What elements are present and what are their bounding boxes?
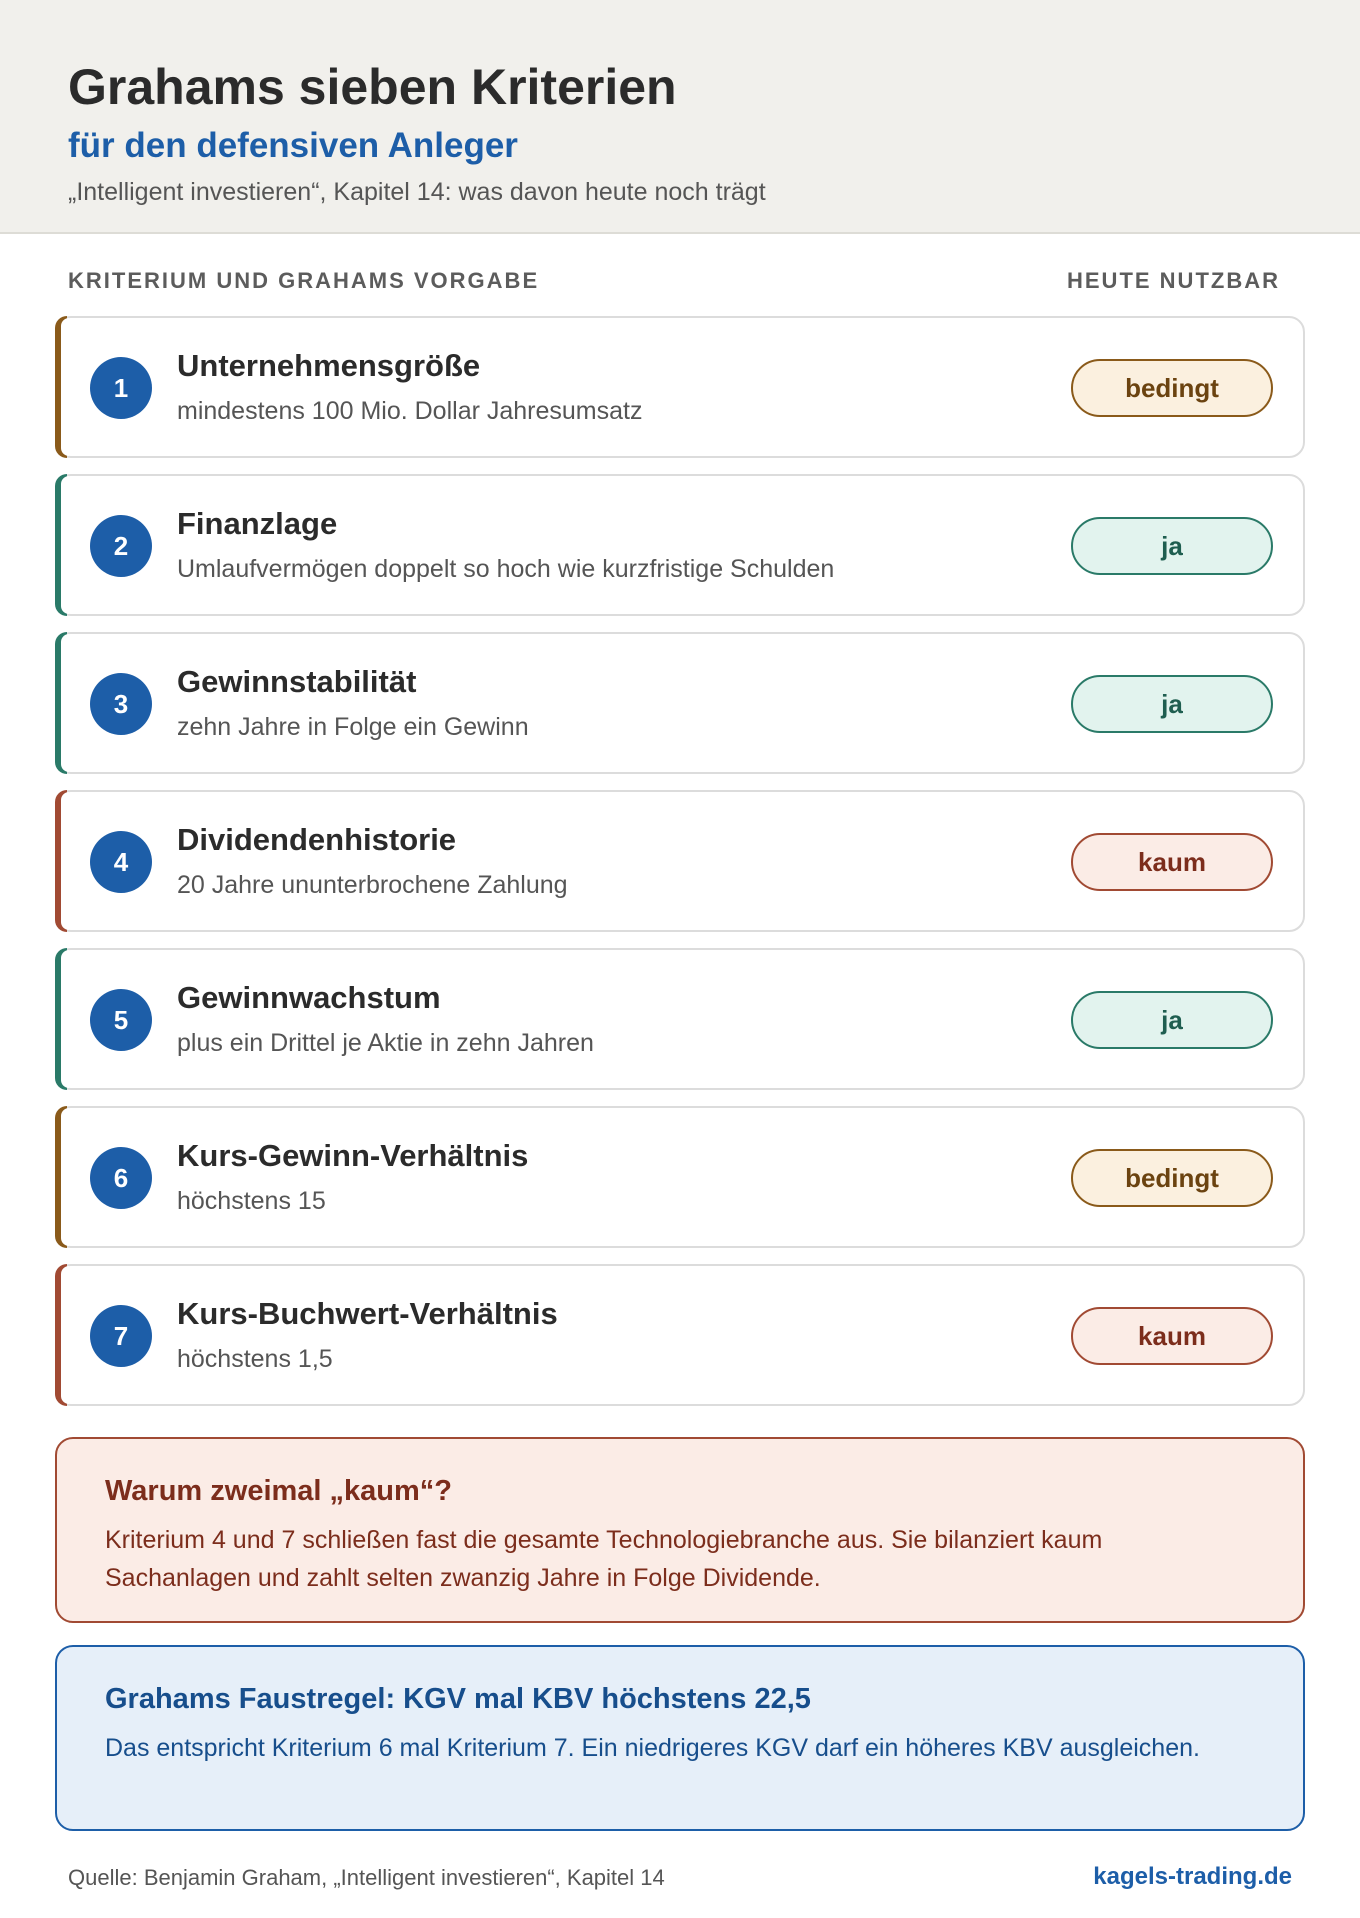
criterion-rule: zehn Jahre in Folge ein Gewinn (177, 713, 529, 741)
status-accent-bar (55, 632, 67, 774)
criterion-card-1 (55, 316, 1305, 458)
criterion-card-7 (55, 1264, 1305, 1406)
criterion-title: Finanzlage (177, 506, 338, 541)
criterion-number: 4 (90, 831, 152, 893)
warning-note (55, 1437, 1305, 1623)
column-header-usable: HEUTE NUTZBAR (1067, 268, 1280, 293)
criterion-rule: höchstens 1,5 (177, 1345, 333, 1373)
criterion-title: Kurs-Gewinn-Verhältnis (177, 1138, 529, 1173)
status-badge: ja (1071, 675, 1273, 733)
criterion-number: 2 (90, 515, 152, 577)
criterion-number: 5 (90, 989, 152, 1051)
status-badge: kaum (1071, 1307, 1273, 1365)
criterion-card-3 (55, 632, 1305, 774)
status-accent-bar (55, 948, 67, 1090)
status-badge: bedingt (1071, 1149, 1273, 1207)
status-badge: bedingt (1071, 359, 1273, 417)
status-accent-bar (55, 316, 67, 458)
status-badge: kaum (1071, 833, 1273, 891)
criterion-title: Gewinnstabilität (177, 664, 417, 699)
status-accent-bar (55, 1106, 67, 1248)
criterion-card-4 (55, 790, 1305, 932)
site-link[interactable]: kagels-trading.de (1093, 1863, 1292, 1890)
criterion-rule: 20 Jahre ununterbrochene Zahlung (177, 871, 568, 899)
criterion-rule: plus ein Drittel je Aktie in zehn Jahren (177, 1029, 594, 1057)
page-header (0, 0, 1360, 234)
criterion-title: Kurs-Buchwert-Verhältnis (177, 1296, 558, 1331)
criterion-title: Unternehmensgröße (177, 348, 481, 383)
status-accent-bar (55, 790, 67, 932)
criterion-rule: Umlaufvermögen doppelt so hoch wie kurzfristige Schulden (177, 555, 835, 583)
status-badge: ja (1071, 991, 1273, 1049)
source-citation: Quelle: Benjamin Graham, „Intelligent investieren“, Kapitel 14 (68, 1865, 665, 1890)
criterion-number: 7 (90, 1305, 152, 1367)
criterion-card-5 (55, 948, 1305, 1090)
criterion-title: Dividendenhistorie (177, 822, 457, 857)
criterion-rule: mindestens 100 Mio. Dollar Jahresumsatz (177, 397, 643, 425)
page-subtitle: für den defensiven Anleger (68, 126, 518, 165)
page-title: Grahams sieben Kriterien (68, 59, 677, 115)
criterion-rule: höchstens 15 (177, 1187, 326, 1215)
status-badge: ja (1071, 517, 1273, 575)
column-header-criterion: KRITERIUM UND GRAHAMS VORGABE (68, 268, 540, 293)
criterion-number: 1 (90, 357, 152, 419)
rule-of-thumb-note (55, 1645, 1305, 1831)
warning-note-title: Warum zweimal „kaum“? (105, 1475, 453, 1507)
status-accent-bar (55, 1264, 67, 1406)
rule-of-thumb-body: Das entspricht Kriterium 6 mal Kriterium 7. Ein niedrigeres KGV darf ein höheres KBV ausgleichen. (105, 1734, 1200, 1762)
status-accent-bar (55, 474, 67, 616)
rule-of-thumb-title: Grahams Faustregel: KGV mal KBV höchstens 22,5 (105, 1683, 811, 1715)
warning-note-body: Kriterium 4 und 7 schließen fast die gesamte Technologiebranche aus. Sie bilanziert kaum Sachanlagen und zahlt selten zwanzig Jahre in Folge Dividende. (105, 1526, 1103, 1592)
page-tagline: „Intelligent investieren“, Kapitel 14: was davon heute noch trägt (68, 178, 766, 206)
criterion-title: Gewinnwachstum (177, 980, 441, 1015)
criterion-number: 6 (90, 1147, 152, 1209)
criterion-card-2 (55, 474, 1305, 616)
criterion-number: 3 (90, 673, 152, 735)
criterion-card-6 (55, 1106, 1305, 1248)
